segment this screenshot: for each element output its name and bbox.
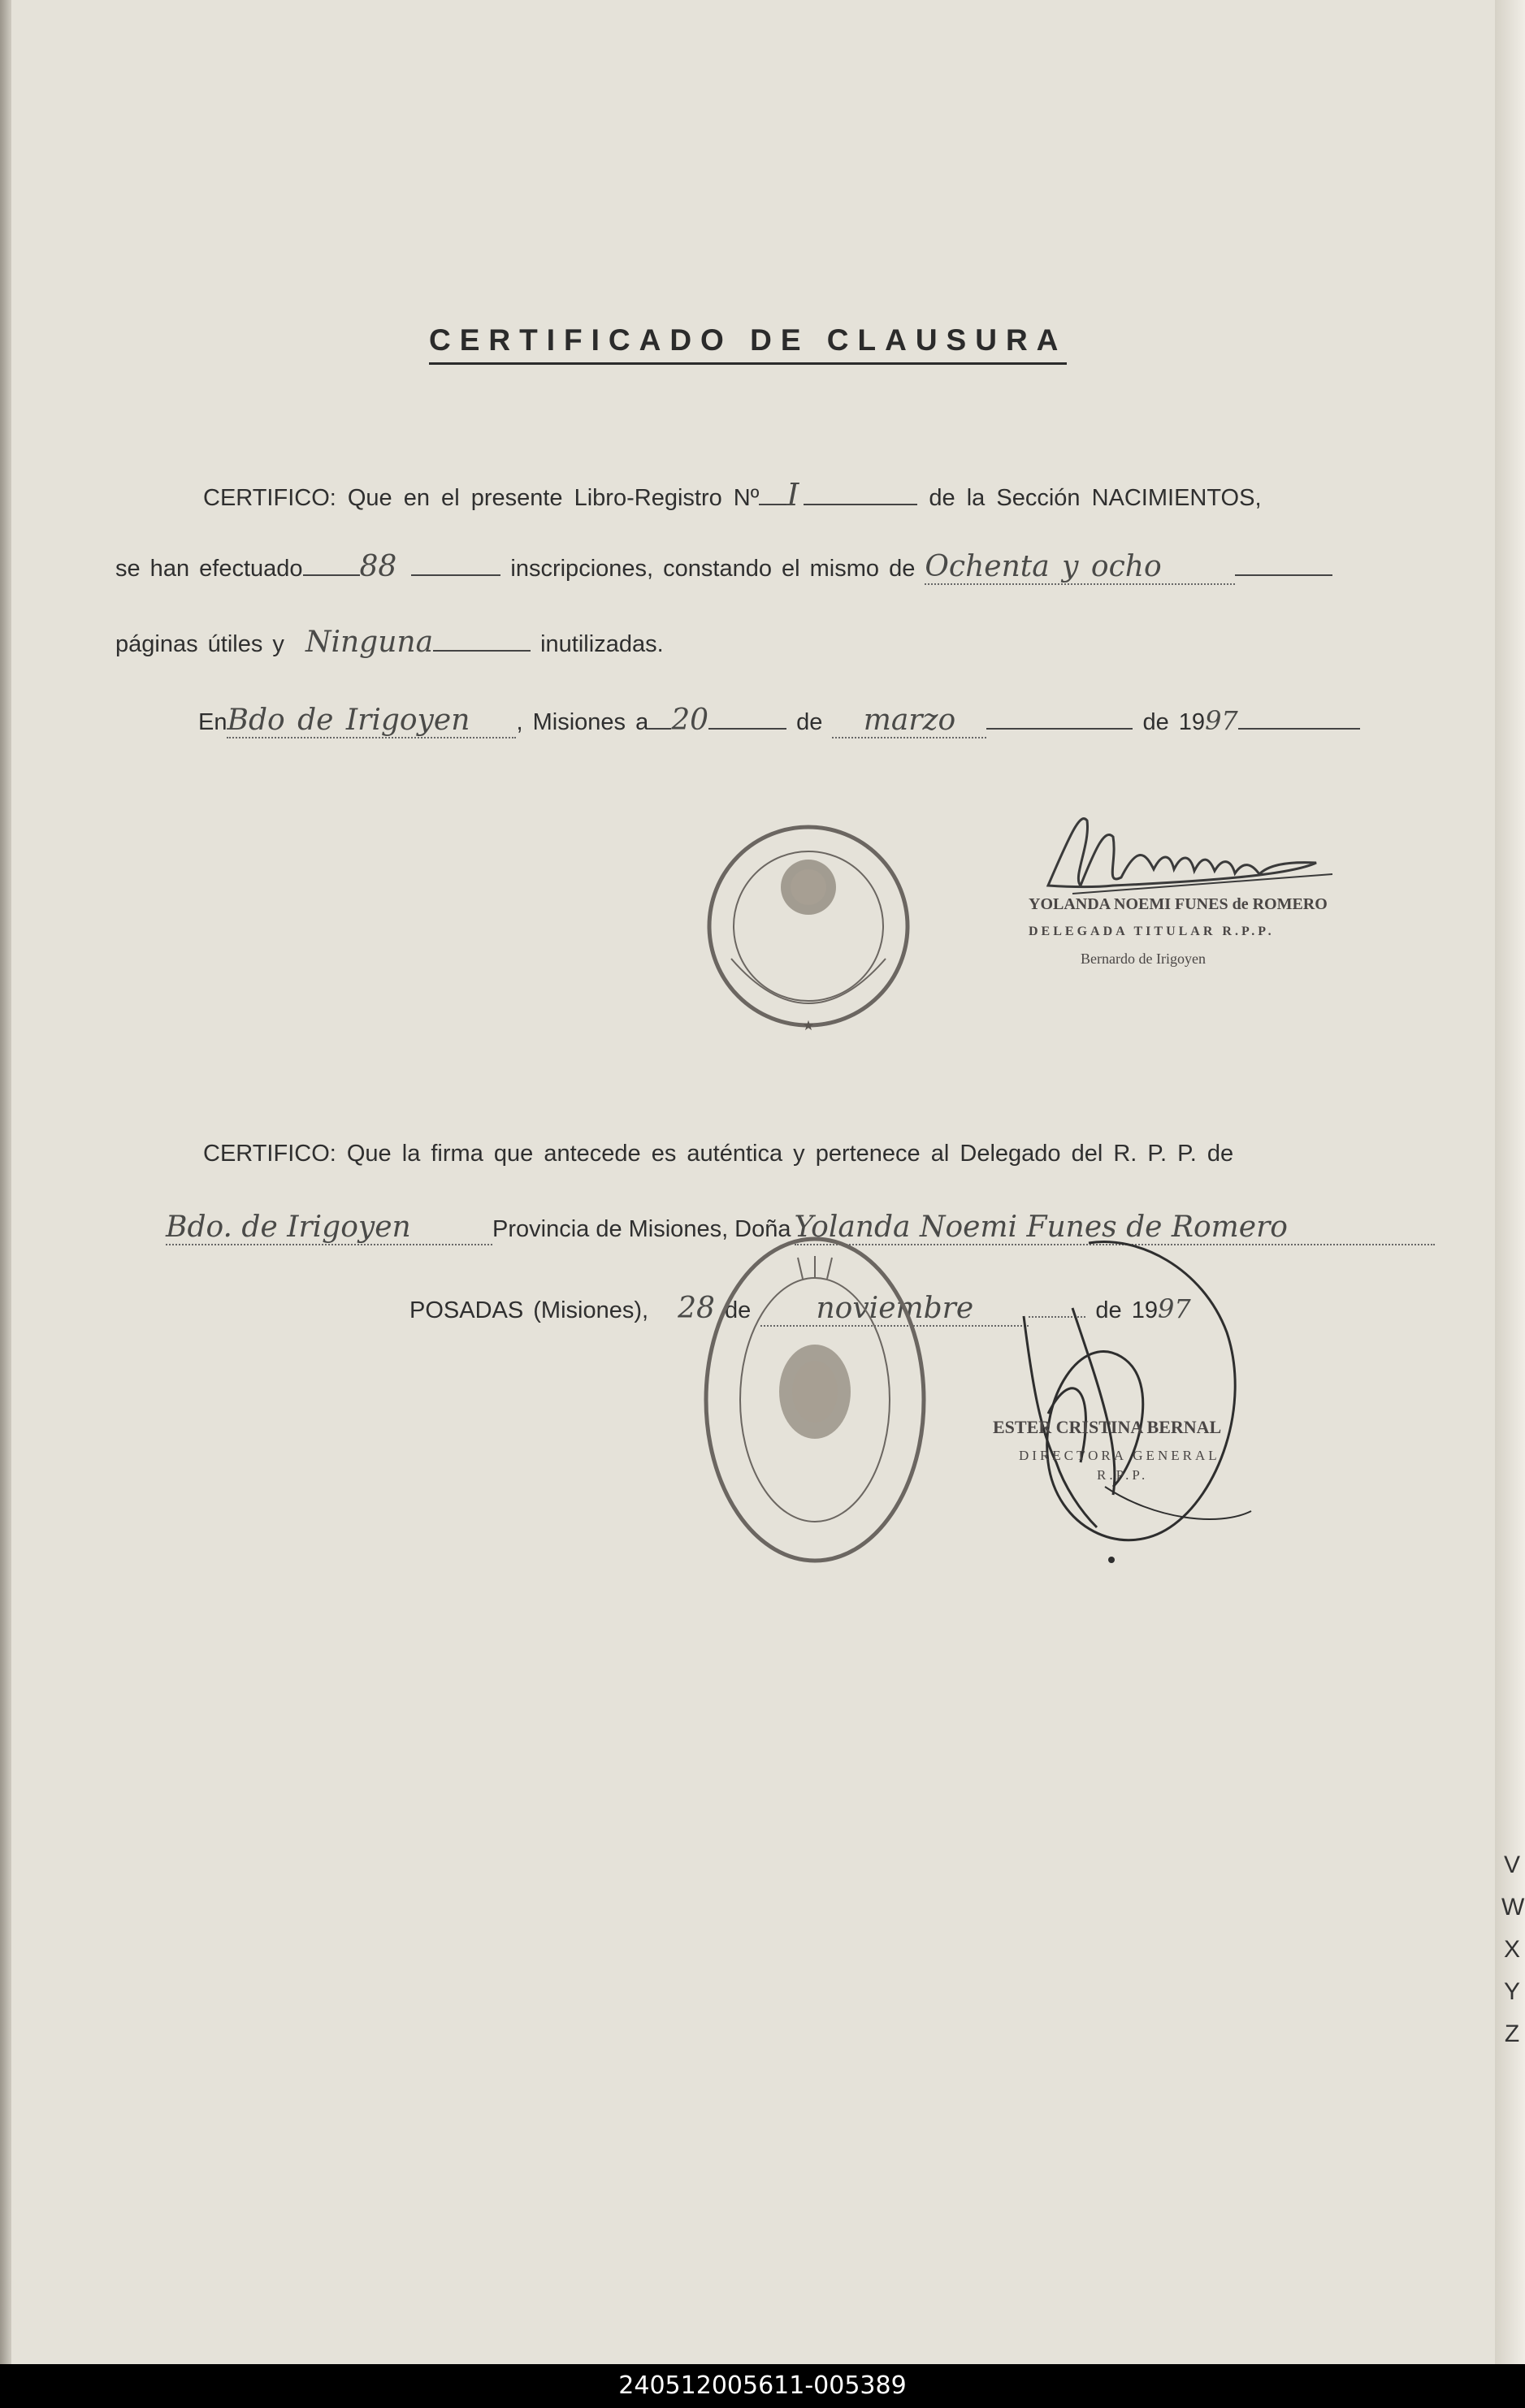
fecha-anio-2: 97 <box>1157 1293 1191 1324</box>
para2-text2: Provincia de Misiones, Doña <box>492 1216 791 1242</box>
para1-line3 <box>115 626 664 659</box>
para2-de2: de 19 <box>1095 1297 1158 1323</box>
signer-org-2: R.P.P. <box>1097 1467 1149 1483</box>
index-letter: Y <box>1503 1978 1520 2005</box>
paginas-inutilizadas: Ninguna <box>305 626 434 659</box>
official-seal-1 <box>699 821 918 1040</box>
svg-text:★: ★ <box>802 1018 815 1033</box>
localidad-delegado: Bdo. de Irigoyen <box>166 1210 492 1245</box>
signer-role-2: DIRECTORA GENERAL <box>1019 1448 1220 1463</box>
para1-text5: páginas útiles y <box>115 631 284 657</box>
para1-text3: se han efectuado <box>115 556 303 582</box>
index-letter: V <box>1503 1851 1520 1878</box>
para1-line2 <box>115 550 1332 585</box>
signer-place-1: Bernardo de Irigoyen <box>1081 951 1206 967</box>
fecha-dia-2: 28 <box>678 1292 715 1325</box>
lugar-firma-1: Bdo de Irigoyen <box>227 704 516 738</box>
nombre-delegada: Yolanda Noemi Funes de Romero <box>795 1210 1435 1245</box>
fecha-mes-2: noviembre <box>760 1292 1029 1327</box>
para1-text7: , Misiones a <box>516 709 649 735</box>
para2-text3: POSADAS (Misiones), <box>409 1297 649 1323</box>
document-title: CERTIFICADO DE CLAUSURA <box>429 323 1067 365</box>
para2-text1: Que la firma que antecede es auténtica y pertenece al Delegado del R. P. P. de <box>346 1141 1234 1167</box>
signer-name-2: ESTER CRISTINA BERNAL <box>993 1417 1222 1437</box>
para1-de1: de <box>796 709 823 735</box>
official-seal-2 <box>700 1233 929 1566</box>
para1-en: En <box>198 709 227 735</box>
para2-de1: de <box>725 1297 752 1323</box>
libro-numero: I <box>786 477 799 513</box>
fecha-mes-1: marzo <box>832 704 986 738</box>
para1-text1: Que en el presente Libro-Registro Nº <box>347 485 760 511</box>
certifico-label-1: CERTIFICO: <box>203 485 336 511</box>
certifico-label-2: CERTIFICO: <box>203 1141 336 1167</box>
para1-text6: inutilizadas. <box>540 631 664 657</box>
para1-line1 <box>203 477 1262 513</box>
signature-yolanda <box>1024 796 1349 910</box>
para2-line1 <box>203 1141 1233 1167</box>
fecha-anio-1: 97 <box>1205 705 1238 736</box>
inscripciones-count: 88 <box>359 550 397 583</box>
signer-name-1: YOLANDA NOEMI FUNES de ROMERO <box>1029 895 1328 913</box>
index-letter: Z <box>1504 2020 1520 2047</box>
index-letter: W <box>1501 1894 1525 1921</box>
para1-de2: de 19 <box>1142 709 1206 735</box>
signature-ester <box>959 1219 1284 1576</box>
para1-text4: inscripciones, constando el mismo de <box>510 556 916 582</box>
fecha-dia-1: 20 <box>671 704 709 737</box>
para1-line4 <box>198 704 1360 738</box>
para1-text2: de la Sección NACIMIENTOS, <box>929 485 1262 511</box>
paginas-letras: Ochenta y ocho <box>925 550 1235 585</box>
page-binding <box>0 0 11 2364</box>
image-id-footer: 240512005611-005389 <box>0 2364 1525 2408</box>
signer-role-1: DELEGADA TITULAR R.P.P. <box>1029 925 1275 938</box>
index-tab-letters <box>1501 1844 1523 2055</box>
index-letter: X <box>1503 1936 1520 1963</box>
